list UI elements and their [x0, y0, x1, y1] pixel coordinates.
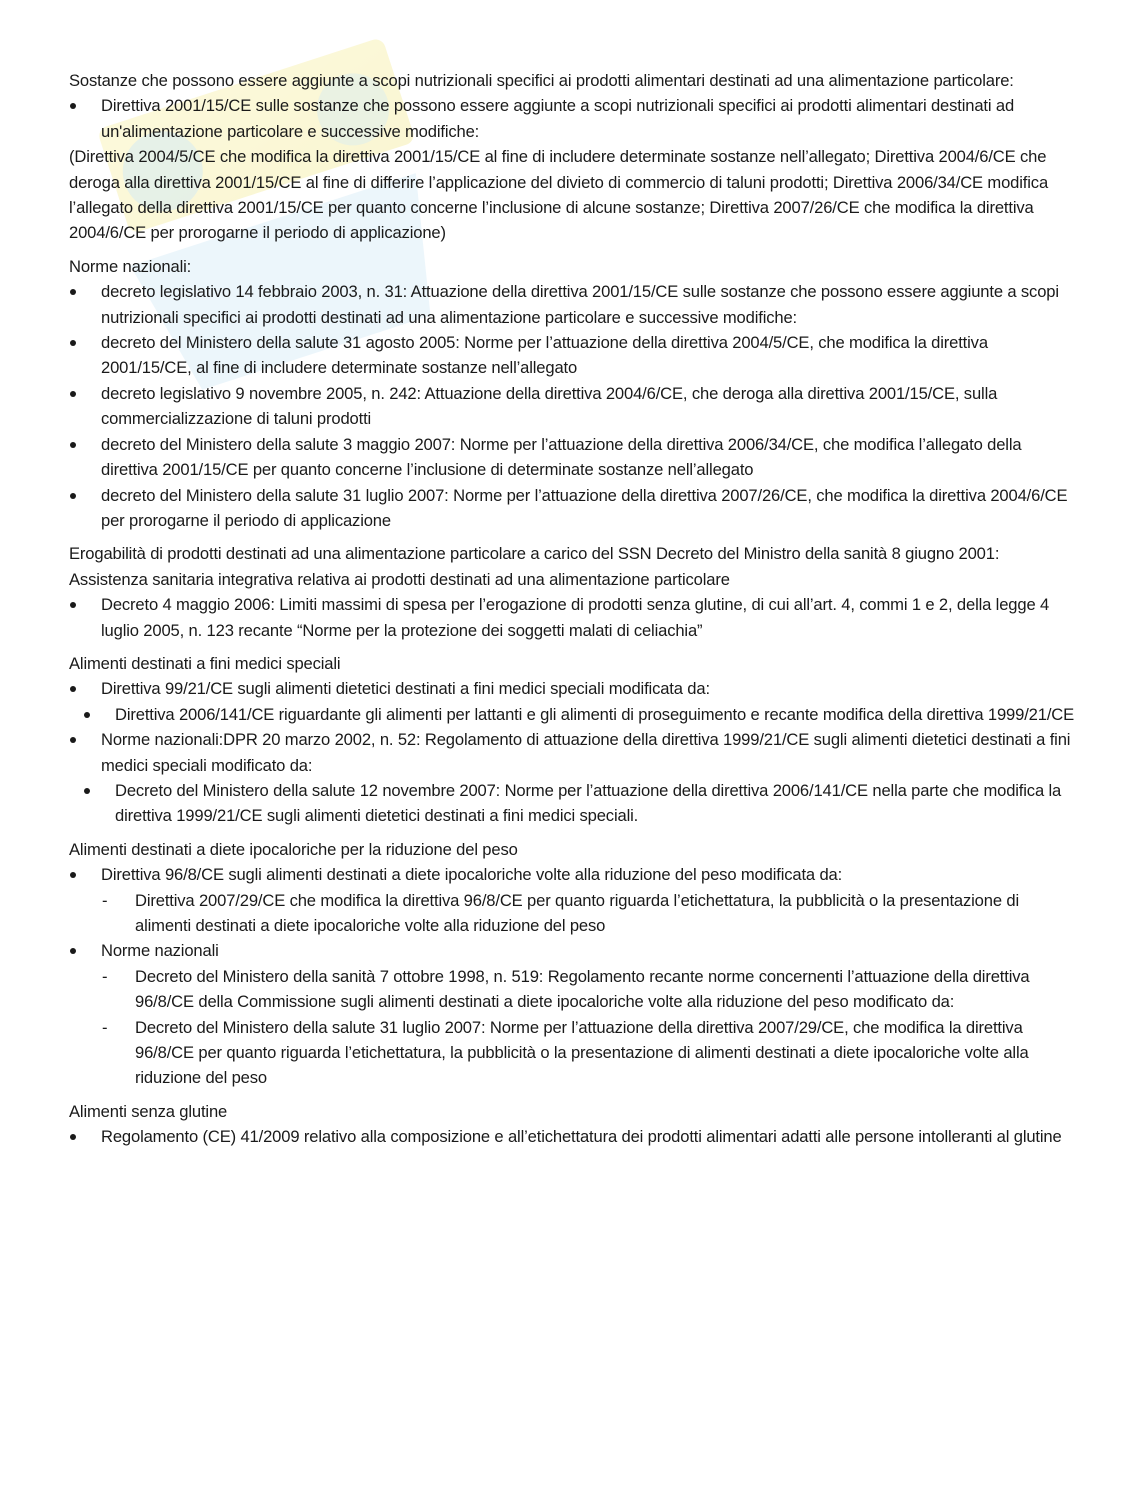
dash-list — [69, 964, 1079, 1091]
list-item: Direttiva 2001/15/CE sulle sostanze che possono essere aggiunte a scopi nutrizionali specifici ai prodotti alimentari destinati ad un'alimentazione particolare e successive modifiche: — [69, 93, 1079, 144]
dash-list — [69, 888, 1079, 939]
list-item: Decreto 4 maggio 2006: Limiti massimi di spesa per l’erogazione di prodotti senza glutine, di cui all’art. 4, commi 1 e 2, della legge 4 luglio 2005, n. 123 recante “Norme per la protezione dei soggetti malati di celiachia” — [69, 592, 1079, 643]
list-item: decreto del Ministero della salute 3 maggio 2007: Norme per l’attuazione della direttiva 2006/34/CE, che modifica l’allegato della direttiva 2001/15/CE per quanto concerne l’inclusione di determinate sostanze nell’allegato — [69, 432, 1079, 483]
list-item: decreto del Ministero della salute 31 agosto 2005: Norme per l’attuazione della direttiva 2004/5/CE, che modifica la direttiva 2001/15/CE, al fine di includere determinate sostanze nell’allegato — [69, 330, 1079, 381]
list-item: Decreto del Ministero della salute 12 novembre 2007: Norme per l’attuazione della direttiva 2006/141/CE nella parte che modifica la direttiva 1999/21/CE sugli alimenti dietetici destinati a fini medici speciali. — [69, 778, 1079, 829]
bullet-list — [69, 862, 1079, 887]
bullet-list — [69, 93, 1079, 144]
bullet-list — [69, 592, 1079, 643]
list-item: decreto del Ministero della salute 31 luglio 2007: Norme per l’attuazione della direttiva 2007/26/CE, che modifica la direttiva 2004/6/CE per prorogarne il periodo di applicazione — [69, 483, 1079, 534]
list-item-text: Direttiva 96/8/CE sugli alimenti destinati a diete ipocaloriche volte alla riduzione del peso modificata da: — [101, 865, 843, 885]
list-item: decreto legislativo 14 febbraio 2003, n. 31: Attuazione della direttiva 2001/15/CE sulle sostanze che possono essere aggiunte a scopi nutrizionali specifici ai prodotti destinati ad una alimentazione particolare e successive modifiche: — [69, 279, 1079, 330]
bullet-list — [69, 279, 1079, 533]
section-heading-norme-nazionali: Norme nazionali: — [69, 256, 192, 276]
list-item — [69, 862, 1079, 887]
bullet-list — [69, 1124, 1079, 1149]
list-item: Direttiva 2006/141/CE riguardante gli alimenti per lattanti e gli alimenti di proseguimento e recante modifica della direttiva 1999/21/CE — [69, 702, 1079, 727]
bullet-list — [69, 938, 1079, 963]
list-item: Norme nazionali — [69, 938, 1079, 963]
list-item: Norme nazionali:DPR 20 marzo 2002, n. 52: Regolamento di attuazione della direttiva 1999/21/CE sugli alimenti dietetici destinati a fini medici speciali modificato da: — [69, 727, 1079, 778]
list-item: Regolamento (CE) 41/2009 relativo alla composizione e all’etichettatura dei prodotti alimentari adatti alle persone intolleranti al glutine — [69, 1124, 1079, 1149]
dash-item: - Decreto del Ministero della salute 31 luglio 2007: Norme per l’attuazione della direttiva 2007/29/CE, che modifica la direttiva 96/8/CE per quanto riguarda l’etichettatura, la pubblicità o la presentazione di alimenti destinati a diete ipocaloriche volte alla riduzione del peso — [69, 1015, 1079, 1091]
list-item: decreto legislativo 9 novembre 2005, n. 242: Attuazione della direttiva 2004/6/CE, che deroga alla direttiva 2001/15/CE, sulla commercializzazione di taluni prodotti — [69, 381, 1079, 432]
section-heading-diete-ipocaloriche: Alimenti destinati a diete ipocaloriche per la riduzione del peso — [69, 839, 518, 859]
section-heading-erogabilita: Erogabilità di prodotti destinati ad una alimentazione particolare a carico del SSN Decreto del Ministro della sanità 8 giugno 2001: Assistenza sanitaria integrativa relativa ai prodotti destinati ad una alimentazione particolare — [69, 544, 1000, 589]
dash-item: - Direttiva 2007/29/CE che modifica la direttiva 96/8/CE per quanto riguarda l’etichettatura, la pubblicità o la presentazione di alimenti destinati a diete ipocaloriche volte alla riduzione del peso — [69, 888, 1079, 939]
paragraph-note: (Direttiva 2004/5/CE che modifica la direttiva 2001/15/CE al fine di includere determinate sostanze nell’allegato; Direttiva 2004/6/CE che deroga alla direttiva 2001/15/CE al fine di differire l’applicazione del divieto di commercio di taluni prodotti; Direttiva 2006/34/CE modifica l’allegato della direttiva 2001/15/CE per quanto concerne l’inclusione di alcune sostanze; Direttiva 2007/26/CE che modifica la direttiva 2004/6/CE per prorogarne il periodo di applicazione) — [69, 147, 1049, 243]
section-heading-senza-glutine: Alimenti senza glutine — [69, 1101, 228, 1121]
section-heading-sostanze: Sostanze che possono essere aggiunte a scopi nutrizionali specifici ai prodotti alimentari destinati ad una alimentazione particolare: — [69, 71, 1014, 90]
bullet-list — [69, 676, 1079, 828]
document-body — [69, 68, 1079, 1150]
list-item: Direttiva 99/21/CE sugli alimenti dietetici destinati a fini medici speciali modificata da: — [69, 676, 1079, 701]
dash-item: - Decreto del Ministero della sanità 7 ottobre 1998, n. 519: Regolamento recante norme concernenti l’attuazione della direttiva 96/8/CE della Commissione sugli alimenti destinati a diete ipocaloriche volte alla riduzione del peso modificato da: — [69, 964, 1079, 1015]
section-heading-fini-medici: Alimenti destinati a fini medici speciali — [69, 653, 341, 673]
